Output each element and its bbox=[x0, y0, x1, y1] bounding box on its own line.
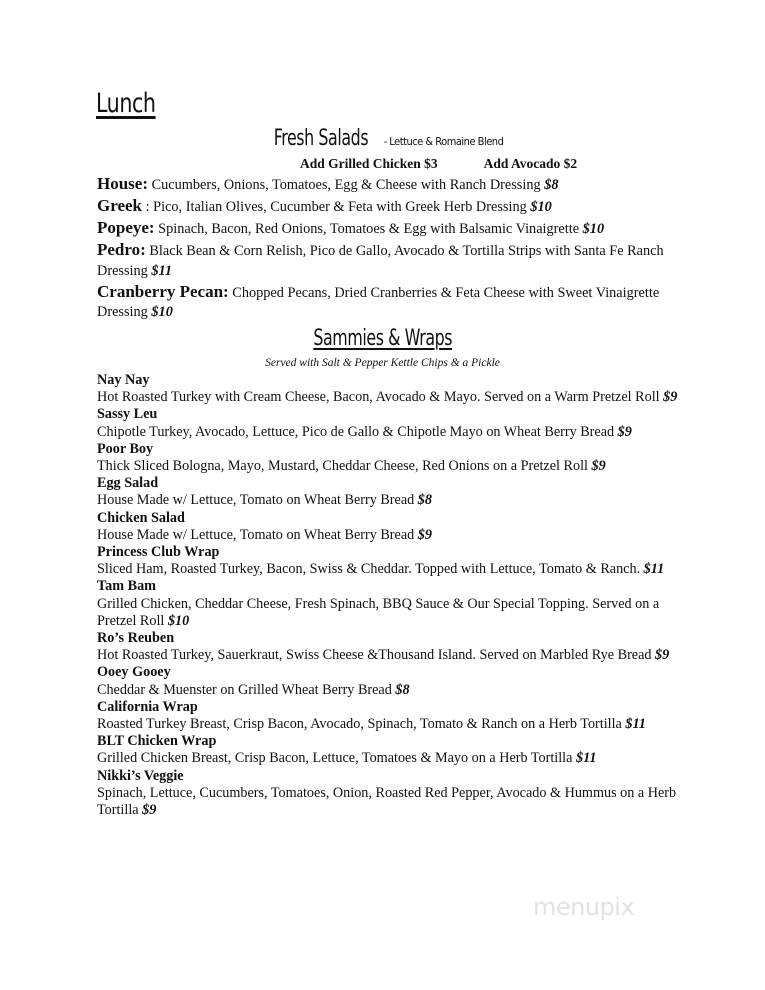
menu-item bbox=[97, 510, 692, 544]
item-price: $9 bbox=[142, 802, 157, 819]
salad-addons bbox=[300, 156, 577, 172]
item-description: Chipotle Turkey, Avocado, Lettuce, Pico de Gallo & Chipotle Mayo on Wheat Berry Bread bbox=[97, 423, 615, 440]
sammies-list bbox=[97, 372, 692, 819]
item-description: House Made w/ Lettuce, Tomato on Wheat Berry Bread bbox=[97, 526, 415, 543]
item-description: : Pico, Italian Olives, Cucumber & Feta with Greek Herb Dressing bbox=[145, 199, 527, 215]
menu-item bbox=[97, 406, 692, 440]
item-name: Egg Salad bbox=[97, 475, 159, 492]
item-price: $9 bbox=[617, 423, 632, 440]
item-description: Cheddar & Muenster on Grilled Wheat Berry Bread bbox=[97, 681, 392, 698]
item-price: $11 bbox=[643, 561, 665, 578]
menu-item bbox=[97, 174, 697, 196]
addon-chicken: Add Grilled Chicken $3 bbox=[300, 156, 438, 171]
item-price: $9 bbox=[655, 647, 670, 664]
menu-item bbox=[97, 475, 692, 509]
item-description: Sliced Ham, Roasted Turkey, Bacon, Swiss & Cheddar. Topped with Lettuce, Tomato & Ranch. bbox=[97, 561, 641, 578]
addon-avocado: Add Avocado $2 bbox=[483, 156, 578, 171]
item-price: $10 bbox=[151, 304, 173, 320]
item-description-line bbox=[97, 682, 692, 699]
item-price: $10 bbox=[530, 199, 552, 215]
menu-item bbox=[97, 544, 692, 578]
section-title: Fresh Salads bbox=[273, 126, 368, 151]
item-description-line bbox=[97, 561, 692, 578]
item-name: California Wrap bbox=[97, 698, 198, 715]
section-subtitle: Served with Salt & Pepper Kettle Chips & a Pickle bbox=[265, 357, 500, 369]
section-subtitle: - Lettuce & Romaine Blend bbox=[383, 135, 504, 148]
item-description: Spinach, Lettuce, Cucumbers, Tomatoes, Onion, Roasted Red Pepper, Avocado & Hummus on a Herb Tortilla bbox=[97, 784, 677, 819]
item-description: Hot Roasted Turkey with Cream Cheese, Bacon, Avocado & Mayo. Served on a Warm Pretzel Roll bbox=[97, 389, 660, 406]
item-description-line bbox=[97, 492, 692, 509]
menu-item bbox=[97, 196, 697, 218]
page-title: Lunch bbox=[96, 88, 156, 119]
item-name: Greek bbox=[97, 196, 143, 215]
item-description: Thick Sliced Bologna, Mayo, Mustard, Cheddar Cheese, Red Onions on a Pretzel Roll bbox=[97, 458, 588, 475]
menu-item bbox=[97, 630, 692, 664]
item-price: $8 bbox=[544, 177, 559, 193]
item-name: Cranberry Pecan: bbox=[97, 281, 229, 301]
item-name: Poor Boy bbox=[97, 440, 154, 457]
menu-item bbox=[97, 372, 692, 406]
item-description-line bbox=[97, 458, 692, 475]
item-description: Hot Roasted Turkey, Sauerkraut, Swiss Cheese &Thousand Island. Served on Marbled Rye Bread bbox=[97, 647, 652, 664]
menu-item bbox=[97, 218, 697, 240]
item-price: $9 bbox=[663, 389, 678, 406]
item-price: $11 bbox=[625, 716, 646, 733]
item-name: Chicken Salad bbox=[97, 509, 185, 526]
item-description: Cucumbers, Onions, Tomatoes, Egg & Cheese with Ranch Dressing bbox=[151, 177, 541, 193]
item-description-line bbox=[97, 750, 692, 767]
item-description: Grilled Chicken, Cheddar Cheese, Fresh Spinach, BBQ Sauce & Our Special Topping. Served on a Pretzel Roll bbox=[97, 595, 660, 629]
menu-item bbox=[97, 699, 692, 733]
item-name: Nikki’s Veggie bbox=[97, 767, 184, 784]
item-price: $8 bbox=[395, 681, 410, 698]
item-description-line bbox=[97, 647, 692, 664]
item-description: Black Bean & Corn Relish, Pico de Gallo, Avocado & Tortilla Strips with Santa Fe Ranch Dressing bbox=[97, 243, 664, 279]
item-description: Roasted Turkey Breast, Crisp Bacon, Avocado, Spinach, Tomato & Ranch on a Herb Tortilla bbox=[97, 716, 622, 733]
item-name: Pedro: bbox=[97, 240, 146, 259]
item-price: $9 bbox=[417, 526, 432, 543]
salad-list bbox=[97, 174, 697, 323]
item-description: Chopped Pecans, Dried Cranberries & Feta Cheese with Sweet Vinaigrette Dressing bbox=[97, 284, 660, 320]
item-name: Ro’s Reuben bbox=[97, 630, 175, 647]
item-price: $11 bbox=[575, 750, 597, 767]
item-price: $10 bbox=[167, 612, 190, 629]
item-name: Nay Nay bbox=[97, 372, 150, 388]
item-description-line bbox=[97, 527, 692, 544]
item-name: Princess Club Wrap bbox=[97, 544, 220, 561]
section-title: Sammies & Wraps bbox=[313, 326, 452, 351]
item-name: Popeye: bbox=[97, 218, 155, 237]
item-description-line bbox=[97, 716, 692, 733]
item-price: $8 bbox=[417, 492, 432, 509]
watermark-logo: menupix bbox=[533, 893, 635, 921]
item-name: Sassy Leu bbox=[97, 406, 158, 423]
menu-item bbox=[97, 664, 692, 698]
item-description-line bbox=[97, 596, 692, 630]
item-name: House: bbox=[97, 174, 148, 193]
item-price: $9 bbox=[591, 458, 606, 475]
item-description-line bbox=[97, 785, 692, 819]
item-description: House Made w/ Lettuce, Tomato on Wheat Berry Bread bbox=[97, 492, 415, 509]
item-name: BLT Chicken Wrap bbox=[97, 733, 217, 750]
sammies-heading bbox=[0, 326, 765, 351]
menu-item bbox=[97, 282, 697, 323]
menu-item bbox=[97, 441, 692, 475]
menu-item bbox=[97, 578, 692, 630]
menu-item bbox=[97, 768, 692, 820]
menu-item bbox=[97, 733, 692, 767]
item-price: $11 bbox=[151, 262, 173, 279]
item-description: Spinach, Bacon, Red Onions, Tomatoes & Egg with Balsamic Vinaigrette bbox=[158, 221, 580, 237]
item-name: Tam Bam bbox=[97, 578, 156, 595]
item-name: Ooey Gooey bbox=[97, 664, 171, 681]
menu-item bbox=[97, 240, 697, 281]
item-description: Grilled Chicken Breast, Crisp Bacon, Lettuce, Tomatoes & Mayo on a Herb Tortilla bbox=[97, 750, 573, 767]
salads-heading bbox=[0, 126, 765, 151]
item-description-line bbox=[97, 424, 692, 441]
item-price: $10 bbox=[582, 221, 605, 237]
item-description-line bbox=[97, 389, 692, 406]
